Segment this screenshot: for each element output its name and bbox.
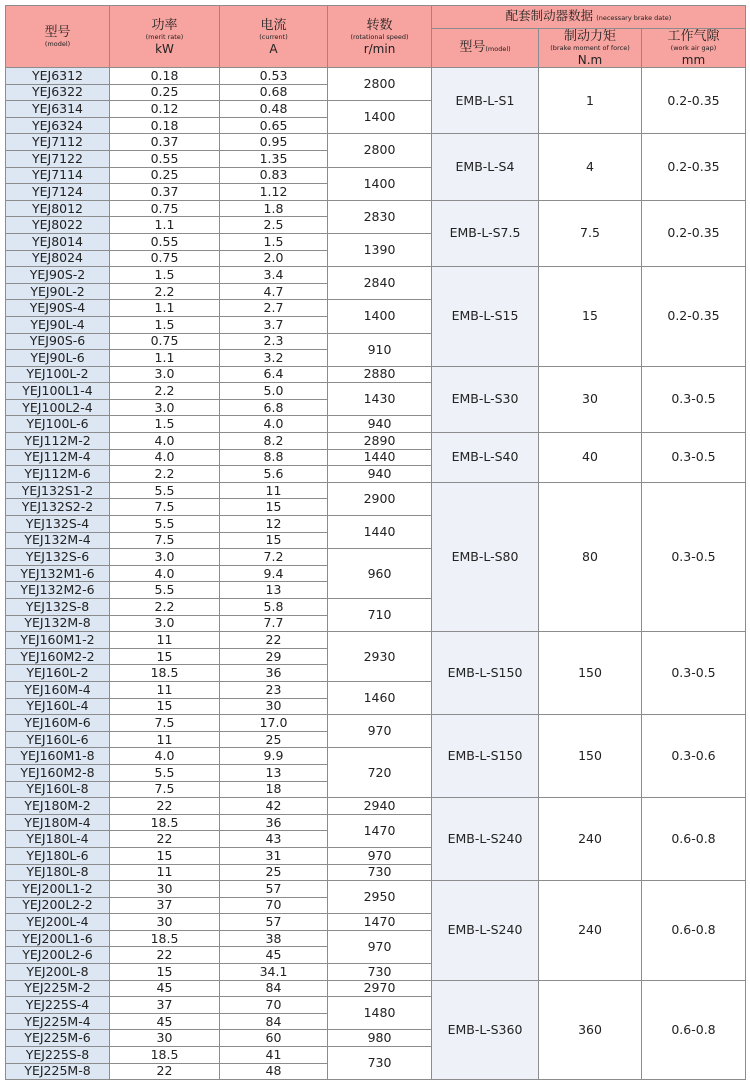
current-cell: 41 bbox=[220, 1047, 328, 1064]
header-gap-unit: mm bbox=[681, 53, 706, 67]
speed-cell: 2880 bbox=[328, 366, 432, 383]
power-cell: 0.18 bbox=[110, 68, 220, 85]
speed-cell: 970 bbox=[328, 930, 432, 963]
header-gap-en: (work air gap) bbox=[670, 44, 717, 52]
power-cell: 0.25 bbox=[110, 84, 220, 101]
brake-model-cell: EMB-L-S150 bbox=[432, 632, 539, 715]
speed-cell: 1480 bbox=[328, 997, 432, 1030]
brake-torque-cell: 80 bbox=[539, 482, 642, 631]
current-cell: 0.95 bbox=[220, 134, 328, 151]
current-cell: 38 bbox=[220, 930, 328, 947]
header-model-en: (model) bbox=[44, 39, 71, 48]
current-cell: 0.53 bbox=[220, 68, 328, 85]
table-row bbox=[6, 200, 746, 217]
current-cell: 25 bbox=[220, 864, 328, 881]
air-gap-cell: 0.2-0.35 bbox=[642, 200, 746, 266]
motor-model-cell: YEJ7124 bbox=[6, 184, 110, 201]
speed-cell: 2890 bbox=[328, 433, 432, 450]
motor-model-cell: YEJ7122 bbox=[6, 150, 110, 167]
air-gap-cell: 0.2-0.35 bbox=[642, 68, 746, 134]
power-cell: 1.1 bbox=[110, 217, 220, 234]
motor-model-cell: YEJ160M-4 bbox=[6, 681, 110, 698]
motor-model-cell: YEJ90S-2 bbox=[6, 267, 110, 284]
table-row bbox=[6, 134, 746, 151]
power-cell: 0.37 bbox=[110, 134, 220, 151]
current-cell: 9.4 bbox=[220, 565, 328, 582]
brake-torque-cell: 150 bbox=[539, 715, 642, 798]
header-brake-group bbox=[432, 6, 746, 29]
motor-model-cell: YEJ112M-2 bbox=[6, 433, 110, 450]
motor-model-cell: YEJ160M2-8 bbox=[6, 764, 110, 781]
motor-model-cell: YEJ90S-6 bbox=[6, 333, 110, 350]
power-cell: 18.5 bbox=[110, 814, 220, 831]
current-cell: 5.6 bbox=[220, 466, 328, 483]
header-row-1 bbox=[6, 6, 746, 29]
power-cell: 1.1 bbox=[110, 350, 220, 367]
speed-cell: 1430 bbox=[328, 383, 432, 416]
brake-torque-cell: 4 bbox=[539, 134, 642, 200]
current-cell: 13 bbox=[220, 764, 328, 781]
motor-model-cell: YEJ132S1-2 bbox=[6, 482, 110, 499]
motor-model-cell: YEJ8014 bbox=[6, 233, 110, 250]
current-cell: 48 bbox=[220, 1063, 328, 1080]
power-cell: 22 bbox=[110, 947, 220, 964]
motor-model-cell: YEJ112M-6 bbox=[6, 466, 110, 483]
table-row bbox=[6, 433, 746, 450]
current-cell: 7.7 bbox=[220, 615, 328, 632]
motor-model-cell: YEJ225S-8 bbox=[6, 1047, 110, 1064]
motor-model-cell: YEJ7114 bbox=[6, 167, 110, 184]
brake-model-cell: EMB-L-S1 bbox=[432, 68, 539, 134]
header-gap bbox=[642, 29, 746, 68]
power-cell: 0.55 bbox=[110, 233, 220, 250]
header-power-cn: 功率 bbox=[151, 17, 178, 33]
speed-cell: 1460 bbox=[328, 681, 432, 714]
brake-model-cell: EMB-L-S7.5 bbox=[432, 200, 539, 266]
current-cell: 22 bbox=[220, 632, 328, 649]
current-cell: 57 bbox=[220, 881, 328, 898]
brake-model-cell: EMB-L-S80 bbox=[432, 482, 539, 631]
brake-torque-cell: 40 bbox=[539, 433, 642, 483]
motor-model-cell: YEJ225M-4 bbox=[6, 1013, 110, 1030]
current-cell: 8.8 bbox=[220, 449, 328, 466]
speed-cell: 970 bbox=[328, 715, 432, 748]
speed-cell: 730 bbox=[328, 1047, 432, 1080]
motor-model-cell: YEJ160M2-2 bbox=[6, 648, 110, 665]
brake-torque-cell: 240 bbox=[539, 798, 642, 881]
table-row bbox=[6, 267, 746, 284]
current-cell: 31 bbox=[220, 847, 328, 864]
motor-model-cell: YEJ90S-4 bbox=[6, 300, 110, 317]
current-cell: 5.8 bbox=[220, 599, 328, 616]
current-cell: 1.8 bbox=[220, 200, 328, 217]
motor-model-cell: YEJ6312 bbox=[6, 68, 110, 85]
air-gap-cell: 0.6-0.8 bbox=[642, 798, 746, 881]
motor-model-cell: YEJ225M-2 bbox=[6, 980, 110, 997]
motor-model-cell: YEJ225M-8 bbox=[6, 1063, 110, 1080]
brake-model-cell: EMB-L-S30 bbox=[432, 366, 539, 432]
power-cell: 7.5 bbox=[110, 532, 220, 549]
speed-cell: 940 bbox=[328, 466, 432, 483]
power-cell: 5.5 bbox=[110, 764, 220, 781]
brake-model-cell: EMB-L-S15 bbox=[432, 267, 539, 367]
motor-model-cell: YEJ132S2-2 bbox=[6, 499, 110, 516]
speed-cell: 2950 bbox=[328, 881, 432, 914]
header-power-unit: kW bbox=[155, 41, 174, 56]
header-brake-model-en: (model) bbox=[485, 45, 511, 53]
speed-cell: 730 bbox=[328, 864, 432, 881]
brake-model-cell: EMB-L-S240 bbox=[432, 881, 539, 981]
power-cell: 22 bbox=[110, 831, 220, 848]
power-cell: 3.0 bbox=[110, 399, 220, 416]
power-cell: 15 bbox=[110, 847, 220, 864]
table-row bbox=[6, 632, 746, 649]
power-cell: 1.5 bbox=[110, 416, 220, 433]
motor-model-cell: YEJ160M1-8 bbox=[6, 748, 110, 765]
header-current-unit: A bbox=[269, 41, 278, 56]
current-cell: 1.12 bbox=[220, 184, 328, 201]
power-cell: 18.5 bbox=[110, 665, 220, 682]
speed-cell: 2830 bbox=[328, 200, 432, 233]
current-cell: 15 bbox=[220, 532, 328, 549]
motor-model-cell: YEJ132M-4 bbox=[6, 532, 110, 549]
power-cell: 4.0 bbox=[110, 748, 220, 765]
motor-model-cell: YEJ160L-6 bbox=[6, 731, 110, 748]
power-cell: 5.5 bbox=[110, 482, 220, 499]
motor-model-cell: YEJ8022 bbox=[6, 217, 110, 234]
power-cell: 2.2 bbox=[110, 599, 220, 616]
motor-model-cell: YEJ180L-4 bbox=[6, 831, 110, 848]
motor-model-cell: YEJ132M2-6 bbox=[6, 582, 110, 599]
power-cell: 1.5 bbox=[110, 267, 220, 284]
motor-model-cell: YEJ8012 bbox=[6, 200, 110, 217]
header-brake-model-cn: 型号 bbox=[459, 40, 486, 55]
header-brake-model bbox=[432, 29, 539, 68]
power-cell: 30 bbox=[110, 881, 220, 898]
current-cell: 8.2 bbox=[220, 433, 328, 450]
motor-model-cell: YEJ100L2-4 bbox=[6, 399, 110, 416]
current-cell: 42 bbox=[220, 798, 328, 815]
motor-model-cell: YEJ200L-4 bbox=[6, 914, 110, 931]
current-cell: 0.68 bbox=[220, 84, 328, 101]
current-cell: 2.0 bbox=[220, 250, 328, 267]
air-gap-cell: 0.3-0.5 bbox=[642, 366, 746, 432]
current-cell: 12 bbox=[220, 516, 328, 533]
header-model-cn: 型号 bbox=[44, 24, 71, 40]
speed-cell: 970 bbox=[328, 847, 432, 864]
air-gap-cell: 0.3-0.5 bbox=[642, 433, 746, 483]
air-gap-cell: 0.2-0.35 bbox=[642, 134, 746, 200]
motor-model-cell: YEJ180M-2 bbox=[6, 798, 110, 815]
power-cell: 1.1 bbox=[110, 300, 220, 317]
header-brake-group-en: (necessary brake date) bbox=[596, 14, 672, 22]
motor-model-cell: YEJ160L-2 bbox=[6, 665, 110, 682]
motor-model-cell: YEJ6324 bbox=[6, 117, 110, 134]
air-gap-cell: 0.2-0.35 bbox=[642, 267, 746, 367]
current-cell: 60 bbox=[220, 1030, 328, 1047]
motor-model-cell: YEJ160M1-2 bbox=[6, 632, 110, 649]
motor-model-cell: YEJ100L-2 bbox=[6, 366, 110, 383]
table-row bbox=[6, 482, 746, 499]
speed-cell: 1400 bbox=[328, 300, 432, 333]
current-cell: 4.0 bbox=[220, 416, 328, 433]
motor-model-cell: YEJ100L-6 bbox=[6, 416, 110, 433]
current-cell: 18 bbox=[220, 781, 328, 798]
speed-cell: 2840 bbox=[328, 267, 432, 300]
power-cell: 15 bbox=[110, 698, 220, 715]
speed-cell: 960 bbox=[328, 549, 432, 599]
table-row bbox=[6, 68, 746, 85]
speed-cell: 1440 bbox=[328, 449, 432, 466]
motor-brake-spec-table bbox=[5, 5, 746, 1080]
motor-model-cell: YEJ225S-4 bbox=[6, 997, 110, 1014]
current-cell: 1.35 bbox=[220, 150, 328, 167]
speed-cell: 1390 bbox=[328, 233, 432, 266]
current-cell: 29 bbox=[220, 648, 328, 665]
header-speed-cn: 转数 bbox=[366, 17, 393, 33]
current-cell: 45 bbox=[220, 947, 328, 964]
power-cell: 15 bbox=[110, 648, 220, 665]
speed-cell: 1470 bbox=[328, 814, 432, 847]
speed-cell: 1440 bbox=[328, 516, 432, 549]
brake-model-cell: EMB-L-S360 bbox=[432, 980, 539, 1080]
air-gap-cell: 0.3-0.5 bbox=[642, 632, 746, 715]
power-cell: 3.0 bbox=[110, 366, 220, 383]
motor-model-cell: YEJ160L-8 bbox=[6, 781, 110, 798]
header-speed bbox=[328, 6, 432, 68]
speed-cell: 2900 bbox=[328, 482, 432, 515]
power-cell: 0.75 bbox=[110, 250, 220, 267]
power-cell: 2.2 bbox=[110, 283, 220, 300]
current-cell: 23 bbox=[220, 681, 328, 698]
power-cell: 18.5 bbox=[110, 1047, 220, 1064]
motor-model-cell: YEJ132S-6 bbox=[6, 549, 110, 566]
header-torque-unit: N.m bbox=[577, 53, 603, 67]
brake-model-cell: EMB-L-S40 bbox=[432, 433, 539, 483]
header-torque-cn: 制动力矩 bbox=[563, 29, 616, 44]
motor-model-cell: YEJ8024 bbox=[6, 250, 110, 267]
power-cell: 0.75 bbox=[110, 333, 220, 350]
brake-torque-cell: 1 bbox=[539, 68, 642, 134]
motor-model-cell: YEJ90L-2 bbox=[6, 283, 110, 300]
power-cell: 4.0 bbox=[110, 433, 220, 450]
current-cell: 43 bbox=[220, 831, 328, 848]
motor-model-cell: YEJ180M-4 bbox=[6, 814, 110, 831]
power-cell: 22 bbox=[110, 1063, 220, 1080]
power-cell: 11 bbox=[110, 632, 220, 649]
table-row bbox=[6, 715, 746, 732]
air-gap-cell: 0.6-0.8 bbox=[642, 980, 746, 1080]
speed-cell: 710 bbox=[328, 599, 432, 632]
motor-model-cell: YEJ200L-8 bbox=[6, 964, 110, 981]
power-cell: 11 bbox=[110, 731, 220, 748]
air-gap-cell: 0.6-0.8 bbox=[642, 881, 746, 981]
motor-model-cell: YEJ132M-8 bbox=[6, 615, 110, 632]
brake-model-cell: EMB-L-S240 bbox=[432, 798, 539, 881]
table-row bbox=[6, 798, 746, 815]
current-cell: 34.1 bbox=[220, 964, 328, 981]
brake-torque-cell: 30 bbox=[539, 366, 642, 432]
power-cell: 5.5 bbox=[110, 516, 220, 533]
power-cell: 45 bbox=[110, 1013, 220, 1030]
speed-cell: 2930 bbox=[328, 632, 432, 682]
motor-model-cell: YEJ180L-8 bbox=[6, 864, 110, 881]
header-current bbox=[220, 6, 328, 68]
power-cell: 11 bbox=[110, 681, 220, 698]
speed-cell: 2970 bbox=[328, 980, 432, 997]
motor-model-cell: YEJ6314 bbox=[6, 101, 110, 118]
power-cell: 0.37 bbox=[110, 184, 220, 201]
brake-torque-cell: 360 bbox=[539, 980, 642, 1080]
power-cell: 30 bbox=[110, 1030, 220, 1047]
header-power bbox=[110, 6, 220, 68]
current-cell: 9.9 bbox=[220, 748, 328, 765]
current-cell: 3.7 bbox=[220, 316, 328, 333]
brake-model-cell: EMB-L-S150 bbox=[432, 715, 539, 798]
current-cell: 3.2 bbox=[220, 350, 328, 367]
power-cell: 4.0 bbox=[110, 449, 220, 466]
header-model bbox=[6, 6, 110, 68]
motor-model-cell: YEJ180L-6 bbox=[6, 847, 110, 864]
current-cell: 4.7 bbox=[220, 283, 328, 300]
current-cell: 3.4 bbox=[220, 267, 328, 284]
header-speed-unit: r/min bbox=[363, 41, 396, 56]
motor-model-cell: YEJ132M1-6 bbox=[6, 565, 110, 582]
power-cell: 37 bbox=[110, 997, 220, 1014]
power-cell: 18.5 bbox=[110, 930, 220, 947]
current-cell: 84 bbox=[220, 980, 328, 997]
current-cell: 36 bbox=[220, 814, 328, 831]
power-cell: 1.5 bbox=[110, 316, 220, 333]
current-cell: 70 bbox=[220, 997, 328, 1014]
current-cell: 2.7 bbox=[220, 300, 328, 317]
power-cell: 0.25 bbox=[110, 167, 220, 184]
power-cell: 2.2 bbox=[110, 383, 220, 400]
speed-cell: 1400 bbox=[328, 101, 432, 134]
header-torque-en: (brake moment of force) bbox=[550, 44, 630, 52]
table-row bbox=[6, 980, 746, 997]
current-cell: 1.5 bbox=[220, 233, 328, 250]
power-cell: 0.55 bbox=[110, 150, 220, 167]
speed-cell: 720 bbox=[328, 748, 432, 798]
current-cell: 7.2 bbox=[220, 549, 328, 566]
motor-model-cell: YEJ200L2-2 bbox=[6, 897, 110, 914]
power-cell: 7.5 bbox=[110, 499, 220, 516]
speed-cell: 2940 bbox=[328, 798, 432, 815]
motor-model-cell: YEJ132S-8 bbox=[6, 599, 110, 616]
header-torque bbox=[539, 29, 642, 68]
current-cell: 6.4 bbox=[220, 366, 328, 383]
current-cell: 0.83 bbox=[220, 167, 328, 184]
motor-model-cell: YEJ200L1-6 bbox=[6, 930, 110, 947]
power-cell: 30 bbox=[110, 914, 220, 931]
current-cell: 84 bbox=[220, 1013, 328, 1030]
speed-cell: 730 bbox=[328, 964, 432, 981]
power-cell: 15 bbox=[110, 964, 220, 981]
speed-cell: 940 bbox=[328, 416, 432, 433]
motor-model-cell: YEJ160M-6 bbox=[6, 715, 110, 732]
motor-model-cell: YEJ90L-4 bbox=[6, 316, 110, 333]
motor-model-cell: YEJ6322 bbox=[6, 84, 110, 101]
power-cell: 0.12 bbox=[110, 101, 220, 118]
current-cell: 2.5 bbox=[220, 217, 328, 234]
speed-cell: 2800 bbox=[328, 68, 432, 101]
power-cell: 7.5 bbox=[110, 715, 220, 732]
brake-model-cell: EMB-L-S4 bbox=[432, 134, 539, 200]
motor-model-cell: YEJ90L-6 bbox=[6, 350, 110, 367]
current-cell: 2.3 bbox=[220, 333, 328, 350]
current-cell: 57 bbox=[220, 914, 328, 931]
brake-torque-cell: 15 bbox=[539, 267, 642, 367]
power-cell: 2.2 bbox=[110, 466, 220, 483]
header-speed-en: (rotational speed) bbox=[350, 32, 409, 41]
current-cell: 0.65 bbox=[220, 117, 328, 134]
header-power-en: (merit rate) bbox=[145, 32, 184, 41]
motor-model-cell: YEJ225M-6 bbox=[6, 1030, 110, 1047]
current-cell: 13 bbox=[220, 582, 328, 599]
brake-torque-cell: 240 bbox=[539, 881, 642, 981]
current-cell: 15 bbox=[220, 499, 328, 516]
motor-model-cell: YEJ100L1-4 bbox=[6, 383, 110, 400]
current-cell: 70 bbox=[220, 897, 328, 914]
power-cell: 11 bbox=[110, 864, 220, 881]
power-cell: 4.0 bbox=[110, 565, 220, 582]
speed-cell: 1470 bbox=[328, 914, 432, 931]
motor-model-cell: YEJ160L-4 bbox=[6, 698, 110, 715]
speed-cell: 980 bbox=[328, 1030, 432, 1047]
motor-model-cell: YEJ132S-4 bbox=[6, 516, 110, 533]
current-cell: 36 bbox=[220, 665, 328, 682]
power-cell: 3.0 bbox=[110, 615, 220, 632]
speed-cell: 910 bbox=[328, 333, 432, 366]
header-current-cn: 电流 bbox=[260, 17, 287, 33]
power-cell: 5.5 bbox=[110, 582, 220, 599]
spec-table-container bbox=[5, 5, 746, 1080]
header-brake-group-cn: 配套制动器数据 bbox=[505, 8, 594, 23]
air-gap-cell: 0.3-0.6 bbox=[642, 715, 746, 798]
speed-cell: 1400 bbox=[328, 167, 432, 200]
power-cell: 37 bbox=[110, 897, 220, 914]
air-gap-cell: 0.3-0.5 bbox=[642, 482, 746, 631]
power-cell: 3.0 bbox=[110, 549, 220, 566]
current-cell: 5.0 bbox=[220, 383, 328, 400]
current-cell: 11 bbox=[220, 482, 328, 499]
power-cell: 0.75 bbox=[110, 200, 220, 217]
motor-model-cell: YEJ112M-4 bbox=[6, 449, 110, 466]
power-cell: 0.18 bbox=[110, 117, 220, 134]
brake-torque-cell: 150 bbox=[539, 632, 642, 715]
current-cell: 30 bbox=[220, 698, 328, 715]
motor-model-cell: YEJ200L1-2 bbox=[6, 881, 110, 898]
table-row bbox=[6, 366, 746, 383]
current-cell: 6.8 bbox=[220, 399, 328, 416]
power-cell: 45 bbox=[110, 980, 220, 997]
speed-cell: 2800 bbox=[328, 134, 432, 167]
power-cell: 22 bbox=[110, 798, 220, 815]
current-cell: 17.0 bbox=[220, 715, 328, 732]
power-cell: 7.5 bbox=[110, 781, 220, 798]
brake-torque-cell: 7.5 bbox=[539, 200, 642, 266]
current-cell: 25 bbox=[220, 731, 328, 748]
header-current-en: (current) bbox=[259, 32, 288, 41]
motor-model-cell: YEJ7112 bbox=[6, 134, 110, 151]
header-gap-cn: 工作气隙 bbox=[667, 29, 720, 44]
table-row bbox=[6, 881, 746, 898]
current-cell: 0.48 bbox=[220, 101, 328, 118]
motor-model-cell: YEJ200L2-6 bbox=[6, 947, 110, 964]
